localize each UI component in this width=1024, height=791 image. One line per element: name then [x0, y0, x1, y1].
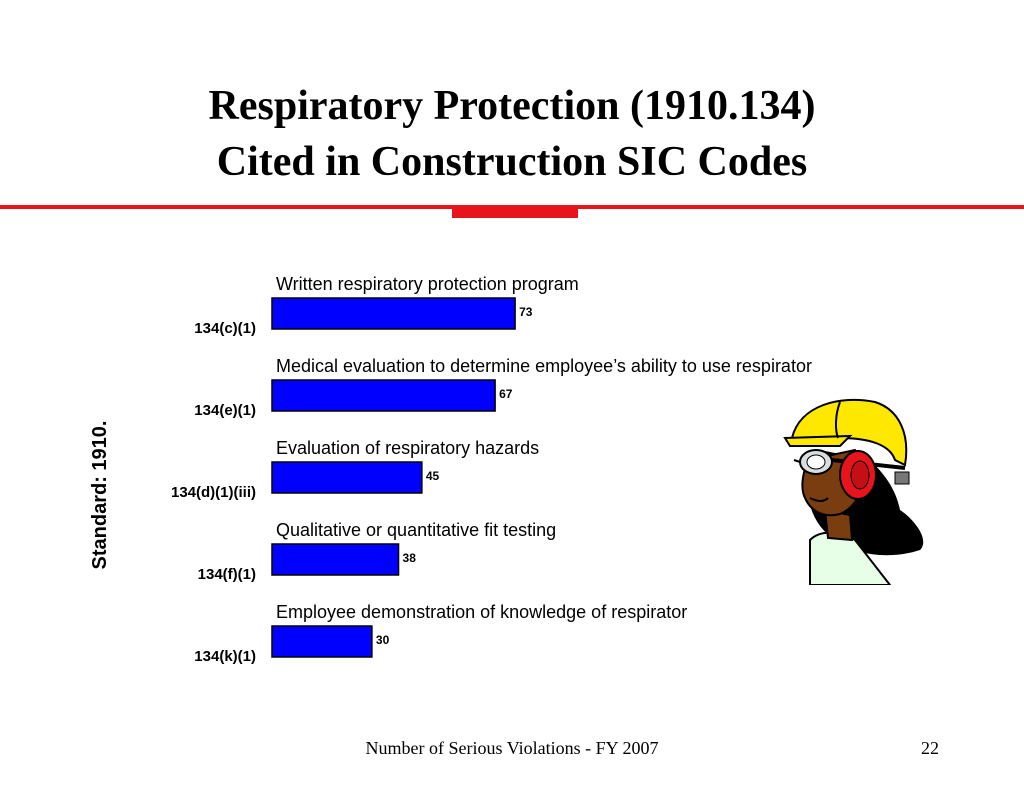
- category-label: 134(e)(1): [194, 402, 256, 419]
- y-axis-label: Standard: 1910.: [89, 420, 111, 570]
- title-line-2: Cited in Construction SIC Codes: [216, 139, 808, 185]
- category-label: 134(k)(1): [194, 648, 256, 665]
- bar-value-label: 67: [499, 387, 513, 401]
- bar: [272, 380, 495, 411]
- bar-value-label: 73: [519, 305, 533, 319]
- bar: [272, 298, 515, 329]
- bar-description: Evaluation of respiratory hazards: [276, 438, 540, 458]
- bar-description: Employee demonstration of knowledge of respirator: [276, 602, 688, 622]
- bar-description: Written respiratory protection program: [276, 274, 579, 294]
- slide-footer: Number of Serious Violations - FY 2007: [365, 738, 659, 758]
- bar: [272, 626, 372, 657]
- category-label: 134(d)(1)(iii): [170, 484, 256, 501]
- category-label: 134(c)(1): [194, 320, 256, 337]
- bar-value-label: 45: [425, 469, 440, 483]
- bar-description: Medical evaluation to determine employee’s ability to use respirator: [276, 356, 812, 376]
- bar: [272, 462, 422, 493]
- bar-description: Qualitative or quantitative fit testing: [276, 520, 557, 540]
- bar-value-label: 38: [402, 551, 416, 565]
- construction-worker-icon: [780, 390, 930, 585]
- bar: [272, 544, 399, 575]
- title-line-1: Respiratory Protection (1910.134): [208, 83, 816, 129]
- bar-value-label: 30: [375, 633, 390, 647]
- page-number: 22: [921, 738, 939, 758]
- category-label: 134(f)(1): [197, 566, 256, 583]
